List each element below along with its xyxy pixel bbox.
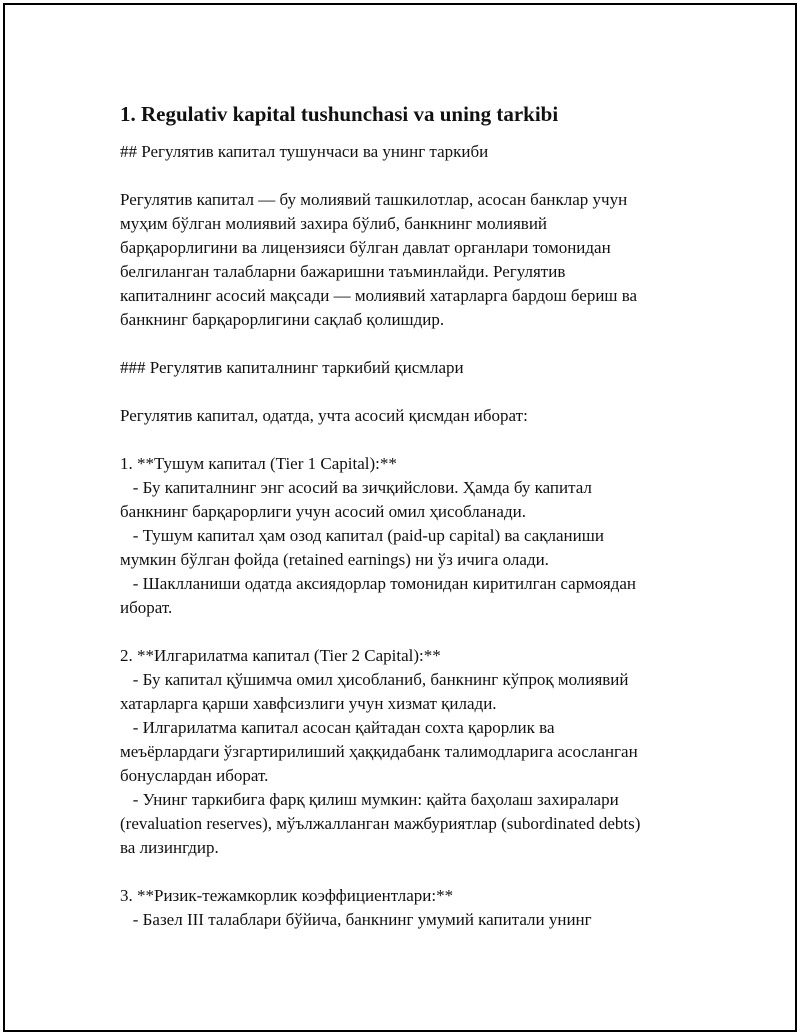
document-body <box>120 101 700 932</box>
heading-2-text: ## Регулятив капитал тушунчаси ва унинг таркиби <box>120 142 489 161</box>
intro-paragraph <box>120 188 700 332</box>
heading-3 <box>120 356 700 380</box>
section-line: хатарларга қарши хавфсизлиги учун хизмат қилади. <box>120 694 497 713</box>
section-tier1 <box>120 452 700 620</box>
section-line: 3. **Ризик-тежамкорлик коэффициентлари:** <box>120 886 454 905</box>
section-line: - Илгарилатма капитал асосан қайтадан сохта қарорлик ва <box>120 718 555 737</box>
section-line: меъёрлардаги ўзгартирилиший ҳаққидабанк талимодларига асосланган <box>120 742 638 761</box>
intro-line: белгиланган талабларни бажаришни таъминлайди. Регулятив <box>120 262 566 281</box>
section-line: банкнинг барқарорлиги учун асосий омил ҳисобланади. <box>120 502 526 521</box>
section-line: - Тушум капитал ҳам озод капитал (paid-up capital) ва сақланиши <box>120 526 604 545</box>
section-line: 2. **Илгарилатма капитал (Tier 2 Capital):** <box>120 646 441 665</box>
section-line: иборат. <box>120 598 173 617</box>
section-tier2 <box>120 644 700 860</box>
intro-line: барқарорлигини ва лицензияси бўлган давлат органлари томонидан <box>120 238 611 257</box>
intro-line: капиталнинг асосий мақсади — молиявий хатарларга бардош бериш ва <box>120 286 638 305</box>
section-line: - Унинг таркибига фарқ қилиш мумкин: қайта баҳолаш захиралари <box>120 790 619 809</box>
document-title: 1. Regulativ kapital tushunchasi va uning tarkibi <box>120 102 559 126</box>
lead-text: Регулятив капитал, одатда, учта асосий қисмдан иборат: <box>120 406 528 425</box>
section-line: - Шаклланиши одатда аксиядорлар томонидан киритилган сармоядан <box>120 574 637 593</box>
section-line: ва лизингдир. <box>120 838 219 857</box>
section-line: - Бу капитал қўшимча омил ҳисобланиб, банкнинг кўпроқ молиявий <box>120 670 629 689</box>
section-line: - Бу капиталнинг энг асосий ва зичқийслови. Ҳамда бу капитал <box>120 478 592 497</box>
intro-line: банкнинг барқарорлигини сақлаб қолишдир. <box>120 310 445 329</box>
section-line: (revaluation reserves), мўължалланган мажбуриятлар (subordinated debts) <box>120 814 641 833</box>
heading-3-text: ### Регулятив капиталнинг таркибий қисмлари <box>120 358 464 377</box>
section-ratios <box>120 884 700 932</box>
page-frame <box>3 3 797 1032</box>
section-line: бонуслардан иборат. <box>120 766 269 785</box>
section-line: 1. **Тушум капитал (Tier 1 Capital):** <box>120 454 397 473</box>
intro-line: муҳим бўлган молиявий захира бўлиб, банкнинг молиявий <box>120 214 548 233</box>
heading-2 <box>120 140 700 164</box>
lead-paragraph <box>120 404 700 428</box>
intro-line: Регулятив капитал — бу молиявий ташкилотлар, асосан банклар учун <box>120 190 628 209</box>
section-line: - Базел III талаблари бўйича, банкнинг умумий капитали унинг <box>120 910 592 929</box>
section-line: мумкин бўлган фойда (retained earnings) ни ўз ичига олади. <box>120 550 549 569</box>
